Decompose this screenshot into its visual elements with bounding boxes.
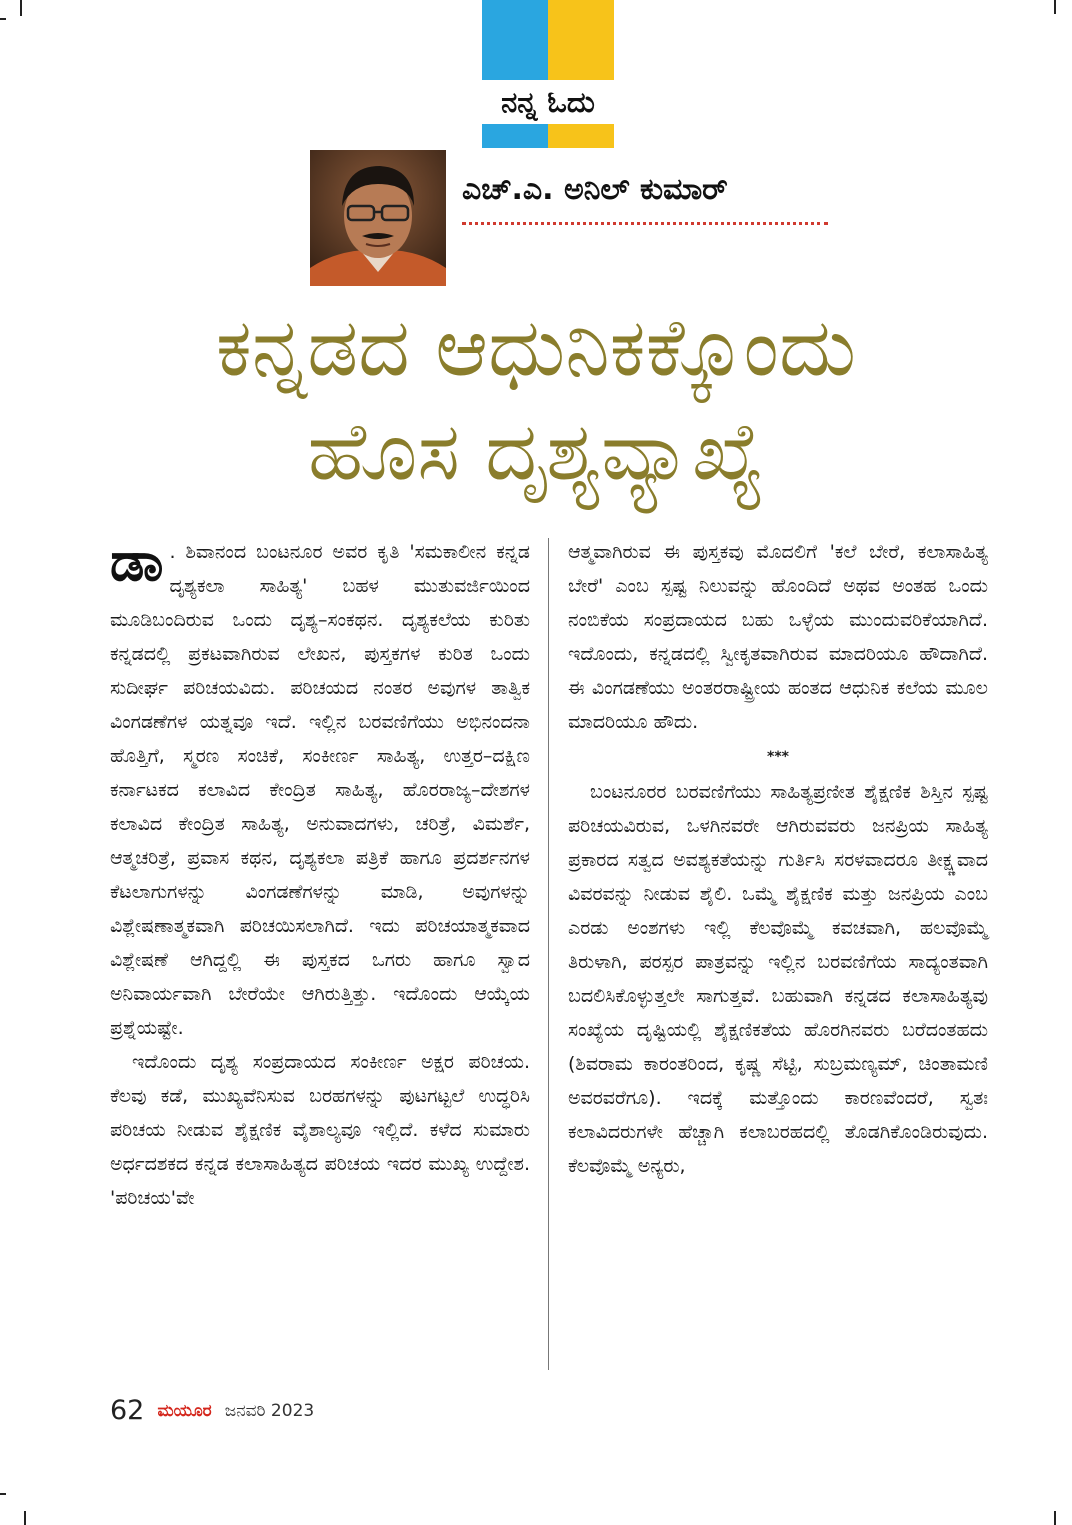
paragraph-3: ಆತ್ಮವಾಗಿರುವ ಈ ಪುಸ್ತಕವು ಮೊದಲಿಗೆ 'ಕಲೆ ಬೇರೆ, ಕಲಾಸಾಹಿತ್ಯ ಬೇರೆ' ಎಂಬ ಸ್ಪಷ್ಟ ನಿಲುವನ್ನು ಹೊಂದಿದೆ ಅಥವ ಅಂತಹ ಒಂದು ನಂಬಿಕೆಯ ಸಂಪ್ರದಾಯದ ಬಹು ಒಳ್ಳೆಯ ಮುಂದುವರಿಕೆಯಾಗಿದೆ. ಇದೊಂದು, ಕನ್ನಡದಲ್ಲಿ ಸ್ವೀಕೃತವಾಗಿರುವ ಮಾದರಿಯೂ ಹೌದಾಗಿದೆ. ಈ ವಿಂಗಡಣೆಯು ಅಂತರರಾಷ್ಟ್ರೀಯ ಹಂತದ ಆಧುನಿಕ ಕಲೆಯ ಮೂಲ ಮಾದರಿಯೂ ಹೌದು. bbox=[568, 541, 988, 733]
author-underline bbox=[462, 222, 828, 225]
crop-mark-bottom-right bbox=[1054, 1511, 1056, 1525]
headline-line-1: ಕನ್ನಡದ ಆಧುನಿಕಕ್ಕೊಂದು bbox=[215, 301, 857, 394]
dropcap: ಡಾ bbox=[110, 530, 164, 593]
crop-mark-top-left bbox=[20, 0, 22, 16]
column-divider bbox=[548, 538, 549, 1370]
issue-date: ಜನವರಿ 2023 bbox=[224, 1400, 315, 1421]
page-footer bbox=[110, 1395, 314, 1426]
section-separator: *** bbox=[767, 749, 789, 765]
crop-mark-left-bottom bbox=[0, 1493, 6, 1495]
magazine-name: ಮಯೂರ bbox=[157, 1400, 212, 1421]
page-number: 62 bbox=[110, 1395, 145, 1426]
column-name: ನನ್ನ ಓದು bbox=[482, 80, 614, 124]
logo-blue-strip bbox=[482, 124, 548, 148]
paragraph-intro bbox=[110, 530, 530, 1045]
headline-line-2: ಹೊಸ ದೃಶ್ಯವ್ಯಾಖ್ಯೆ bbox=[307, 405, 765, 498]
column-logo bbox=[482, 0, 614, 148]
paragraph-intro-text: . ಶಿವಾನಂದ ಬಂಟನೂರ ಅವರ ಕೃತಿ 'ಸಮಕಾಲೀನ ಕನ್ನಡ ದೃಶ್ಯಕಲಾ ಸಾಹಿತ್ಯ' ಬಹಳ ಮುತುವರ್ಜಿಯಿಂದ ಮೂಡಿಬಂದಿರುವ ಒಂದು ದೃಶ್ಯ–ಸಂಕಥನ. ದೃಶ್ಯಕಲೆಯ ಕುರಿತು ಕನ್ನಡದಲ್ಲಿ ಪ್ರಕಟವಾಗಿರುವ ಲೇಖನ, ಪುಸ್ತಕಗಳ ಕುರಿತ ಒಂದು ಸುದೀರ್ಘ ಪರಿಚಯವಿದು. ಪರಿಚಯದ ನಂತರ ಅವುಗಳ ತಾತ್ವಿಕ ವಿಂಗಡಣೆಗಳ ಯತ್ನವೂ ಇದೆ. ಇಲ್ಲಿನ ಬರವಣಿಗೆಯು ಅಭಿನಂದನಾ ಹೊತ್ತಿಗೆ, ಸ್ಮರಣ ಸಂಚಿಕೆ, ಸಂಕೀರ್ಣ ಸಾಹಿತ್ಯ, ಉತ್ತರ–ದಕ್ಷಿಣ ಕರ್ನಾಟಕದ ಕಲಾವಿದ ಕೇಂದ್ರಿತ ಸಾಹಿತ್ಯ, ಹೊರರಾಜ್ಯ–ದೇಶಗಳ ಕಲಾವಿದ ಕೇಂದ್ರಿತ ಸಾಹಿತ್ಯ, ಅನುವಾದಗಳು, ಚರಿತ್ರೆ, ವಿಮರ್ಶೆ, ಆತ್ಮಚರಿತ್ರೆ, ಪ್ರವಾಸ ಕಥನ, ದೃಶ್ಯಕಲಾ ಪತ್ರಿಕೆ ಹಾಗೂ ಪ್ರದರ್ಶನಗಳ ಕೆಟಲಾಗುಗಳನ್ನು ವಿಂಗಡಣೆಗಳನ್ನು ಮಾಡಿ, ಅವುಗಳನ್ನು ವಿಶ್ಲೇಷಣಾತ್ಮಕವಾಗಿ ಪರಿಚಯಿಸಲಾಗಿದೆ. ಇದು ಪರಿಚಯಾತ್ಮಕವಾದ ವಿಶ್ಲೇಷಣೆ ಆಗಿದ್ದಲ್ಲಿ ಈ ಪುಸ್ತಕದ ಒಗರು ಹಾಗೂ ಸ್ವಾದ ಅನಿವಾರ್ಯವಾಗಿ ಬೇರೆಯೇ ಆಗಿರುತ್ತಿತ್ತು. ಇದೊಂದು ಆಯ್ಕೆಯ ಪ್ರಶ್ನೆಯಷ್ಟೇ. bbox=[110, 541, 530, 1039]
article-column-right bbox=[568, 535, 988, 1183]
logo-yellow-strip bbox=[548, 124, 614, 148]
crop-mark-bottom-left bbox=[24, 1511, 26, 1525]
paragraph-2: ಇದೊಂದು ದೃಶ್ಯ ಸಂಪ್ರದಾಯದ ಸಂಕೀರ್ಣ ಅಕ್ಷರ ಪರಿಚಯ. ಕೆಲವು ಕಡೆ, ಮುಖ್ಯವೆನಿಸುವ ಬರಹಗಳನ್ನು ಪುಟಗಟ್ಟಲೆ ಉದ್ಧರಿಸಿ ಪರಿಚಯ ನೀಡುವ ಶೈಕ್ಷಣಿಕ ವೈಶಾಲ್ಯವೂ ಇಲ್ಲಿದೆ. ಕಳೆದ ಸುಮಾರು ಅರ್ಧದಶಕದ ಕನ್ನಡ ಕಲಾಸಾಹಿತ್ಯದ ಪರಿಚಯ ಇದರ ಮುಖ್ಯ ಉದ್ದೇಶ. 'ಪರಿಚಯ'ವೇ bbox=[110, 1051, 530, 1209]
logo-yellow-block bbox=[548, 0, 614, 80]
author-photo bbox=[310, 150, 446, 286]
author-portrait-icon bbox=[310, 150, 446, 286]
paragraph-4: ಬಂಟನೂರರ ಬರವಣಿಗೆಯು ಸಾಹಿತ್ಯಪ್ರಣೀತ ಶೈಕ್ಷಣಿಕ ಶಿಸ್ತಿನ ಸ್ಪಷ್ಟ ಪರಿಚಯವಿರುವ, ಒಳಗಿನವರೇ ಆಗಿರುವವರು ಜನಪ್ರಿಯ ಸಾಹಿತ್ಯ ಪ್ರಕಾರದ ಸತ್ವದ ಅವಶ್ಯಕತೆಯನ್ನು ಗುರ್ತಿಸಿ ಸರಳವಾದರೂ ತೀಕ್ಷ್ಣವಾದ ವಿವರವನ್ನು ನೀಡುವ ಶೈಲಿ. ಒಮ್ಮೆ ಶೈಕ್ಷಣಿಕ ಮತ್ತು ಜನಪ್ರಿಯ ಎಂಬ ಎರಡು ಅಂಶಗಳು ಇಲ್ಲಿ ಕೆಲವೊಮ್ಮೆ ಕವಚವಾಗಿ, ಹಲವೊಮ್ಮೆ ತಿರುಳಾಗಿ, ಪರಸ್ಪರ ಪಾತ್ರವನ್ನು ಇಲ್ಲಿನ ಬರವಣಿಗೆಯ ಸಾದ್ಯಂತವಾಗಿ ಬದಲಿಸಿಕೊಳ್ಳುತ್ತಲೇ ಸಾಗುತ್ತವೆ. ಬಹುವಾಗಿ ಕನ್ನಡದ ಕಲಾಸಾಹಿತ್ಯವು ಸಂಖ್ಯೆಯ ದೃಷ್ಟಿಯಲ್ಲಿ ಶೈಕ್ಷಣಿಕತೆಯ ಹೊರಗಿನವರು ಬರೆದಂತಹದು (ಶಿವರಾಮ ಕಾರಂತರಿಂದ, ಕೃಷ್ಣ ಸೆಟ್ಟಿ, ಸುಬ್ರಮಣ್ಯಮ್, ಚಿಂತಾಮಣಿ ಅವರವರೆಗೂ). ಇದಕ್ಕೆ ಮತ್ತೊಂದು ಕಾರಣವೆಂದರೆ, ಸ್ವತಃ ಕಲಾವಿದರುಗಳೇ ಹೆಚ್ಚಾಗಿ ಕಲಾಬರಹದಲ್ಲಿ ತೊಡಗಿಕೊಂಡಿರುವುದು. ಕೆಲವೊಮ್ಮೆ ಅನ್ಯರು, bbox=[568, 781, 988, 1177]
author-byline: ಎಚ್‌.ಎ. ಅನಿಲ್ ಕುಮಾರ್ bbox=[462, 172, 728, 207]
crop-mark-top-right bbox=[1054, 0, 1056, 14]
logo-blue-block bbox=[482, 0, 548, 80]
article-column-left bbox=[110, 530, 530, 1215]
crop-mark-left-top bbox=[0, 18, 6, 20]
